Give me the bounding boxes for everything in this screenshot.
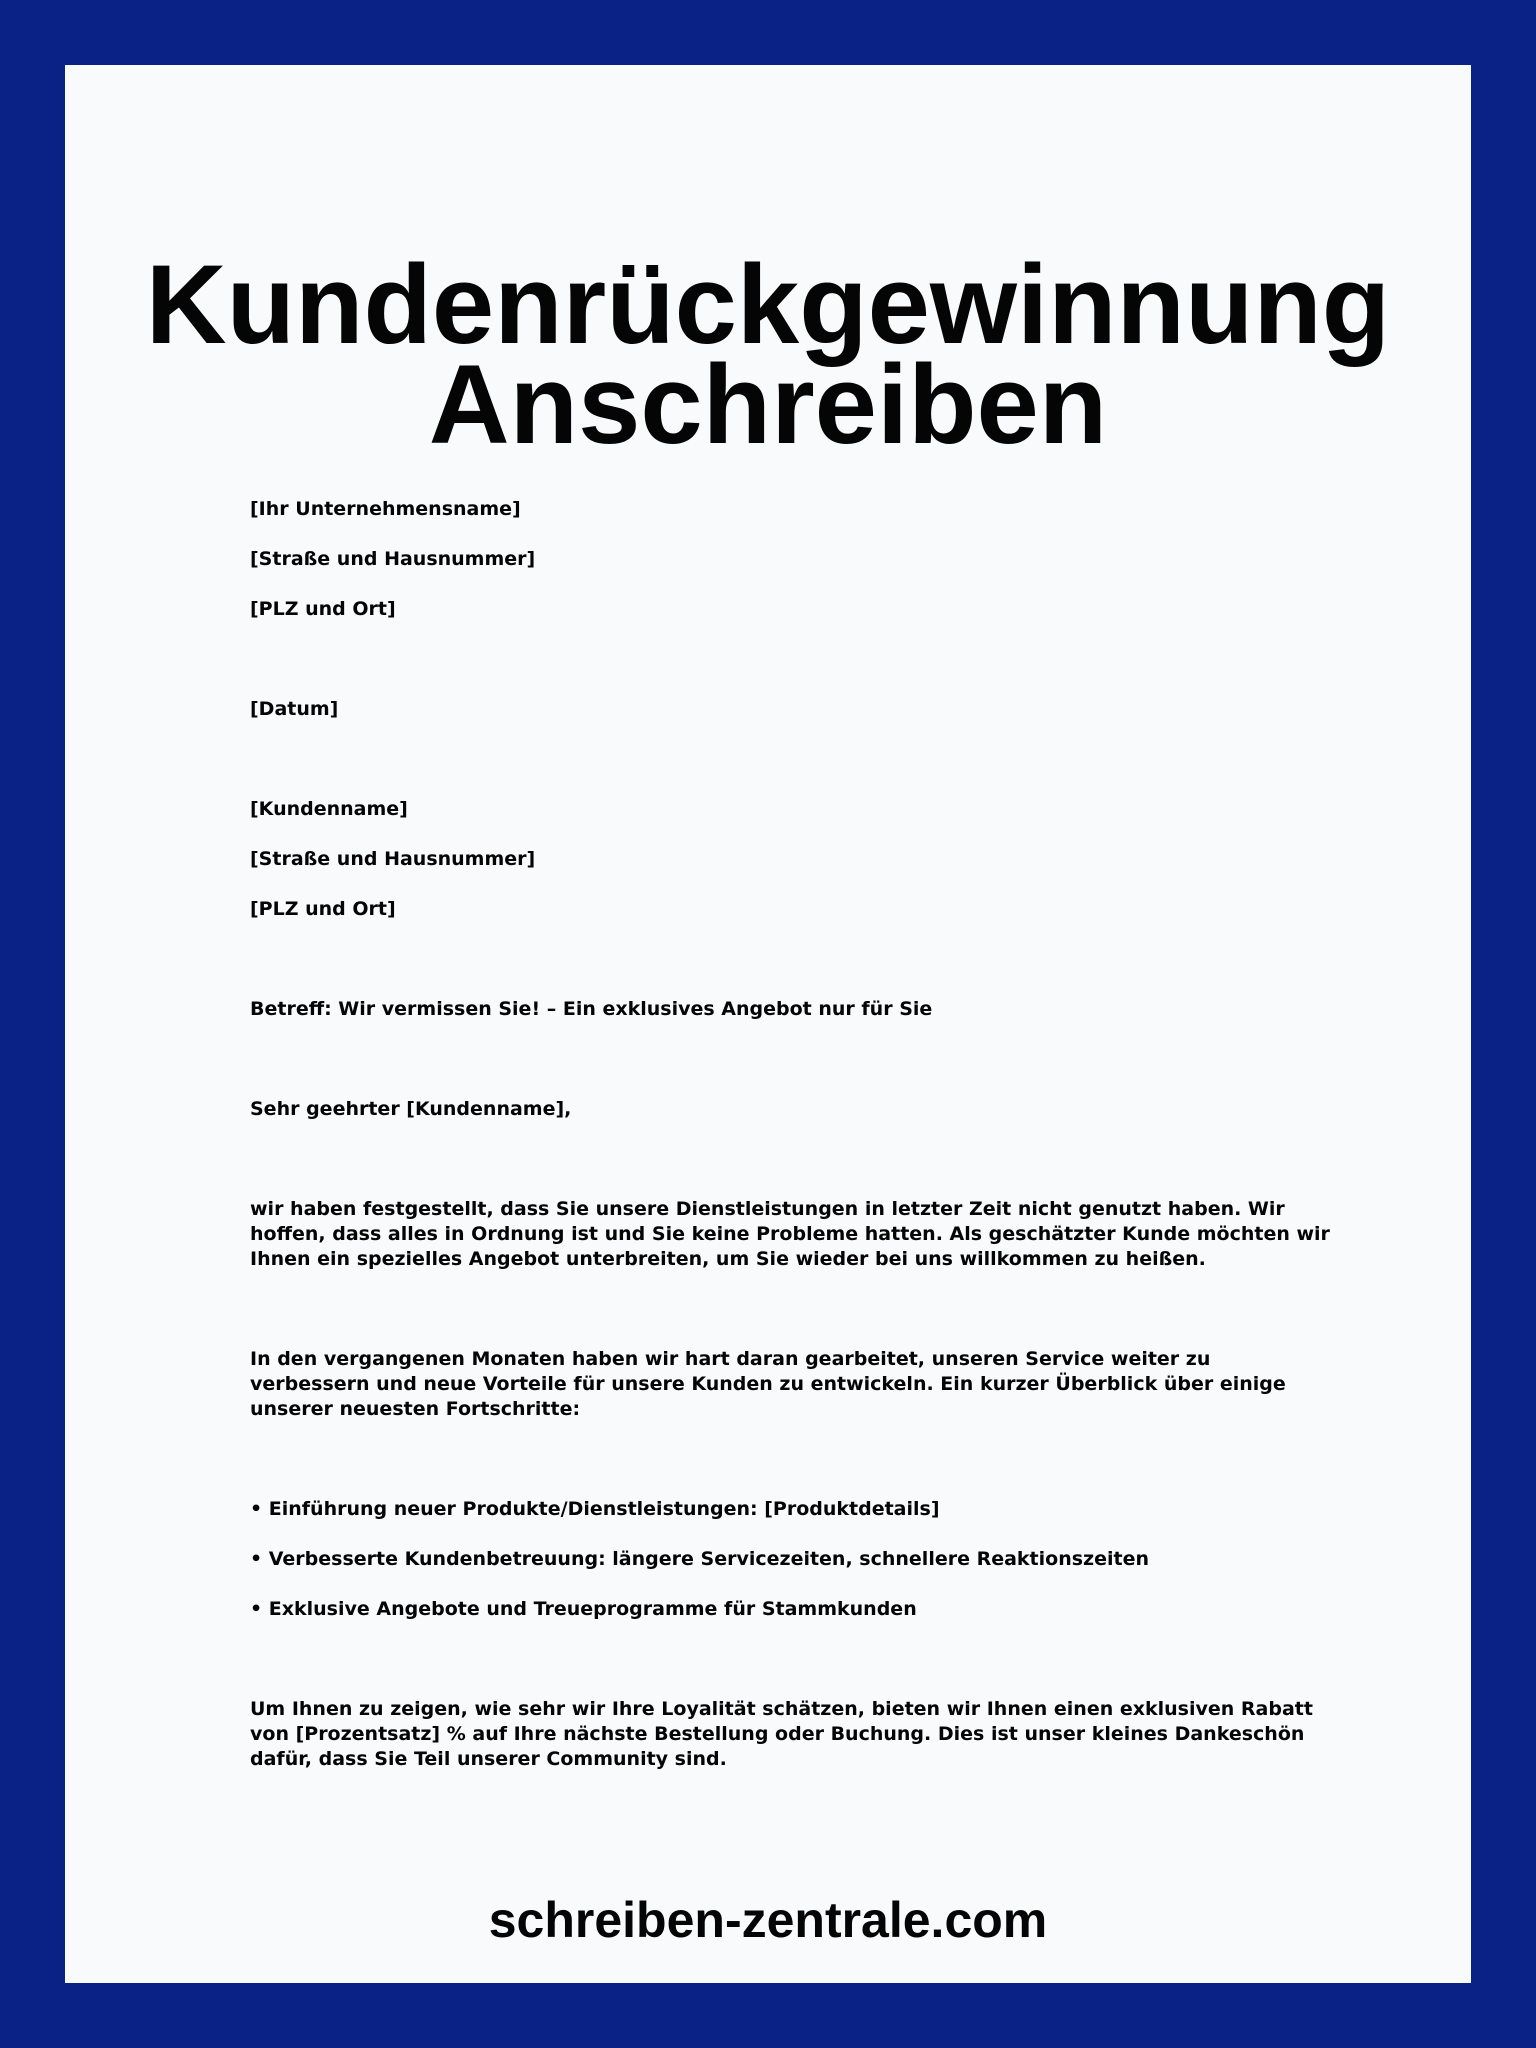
document-title	[65, 242, 1471, 467]
recipient-street: [Straße und Hausnummer]	[250, 848, 536, 870]
paragraph-progress: In den vergangenen Monaten haben wir hart daran gearbeitet, unseren Service weiter zu verbessern und neue Vorteile für unsere Kunden zu entwickeln. Ein kurzer Überblick über einige unserer neuesten Fortschritte:	[250, 1348, 1286, 1420]
letter-salutation: Sehr geehrter [Kundenname],	[250, 1098, 572, 1120]
bullet-item-service: • Verbesserte Kundenbetreuung: längere Servicezeiten, schnellere Reaktionszeiten	[250, 1548, 1149, 1570]
letter-date: [Datum]	[250, 698, 339, 720]
footer-site-name: schreiben-zentrale.com	[488, 1892, 1048, 1948]
bullet-item-products: • Einführung neuer Produkte/Dienstleistungen: [Produktdetails]	[250, 1498, 940, 1520]
title-line-1: Kundenrückgewinnung	[145, 242, 1391, 367]
sender-city: [PLZ und Ort]	[250, 598, 396, 620]
letter-subject: Betreff: Wir vermissen Sie! – Ein exklusives Angebot nur für Sie	[250, 998, 933, 1020]
recipient-city: [PLZ und Ort]	[250, 898, 396, 920]
title-line-2: Anschreiben	[428, 342, 1108, 467]
paragraph-intro: wir haben festgestellt, dass Sie unsere Dienstleistungen in letzter Zeit nicht genutzt haben. Wir hoffen, dass alles in Ordnung ist und Sie keine Probleme hatten. Als geschätzter Kunde möchten wir Ihnen ein spezielles Angebot unterbreiten, um Sie wieder bei uns willkommen zu heißen.	[250, 1198, 1330, 1270]
paragraph-discount: Um Ihnen zu zeigen, wie sehr wir Ihre Loyalität schätzen, bieten wir Ihnen einen exklusiven Rabatt von [Prozentsatz] % auf Ihre nächste Bestellung oder Buchung. Dies ist unser kleines Dankeschön dafür, dass Sie Teil unserer Community sind.	[250, 1698, 1313, 1770]
document-page	[65, 65, 1471, 1983]
sender-company: [Ihr Unternehmensname]	[250, 498, 521, 520]
bullet-item-offers: • Exklusive Angebote und Treueprogramme für Stammkunden	[250, 1598, 917, 1620]
sender-street: [Straße und Hausnummer]	[250, 548, 536, 570]
recipient-name: [Kundenname]	[250, 798, 408, 820]
